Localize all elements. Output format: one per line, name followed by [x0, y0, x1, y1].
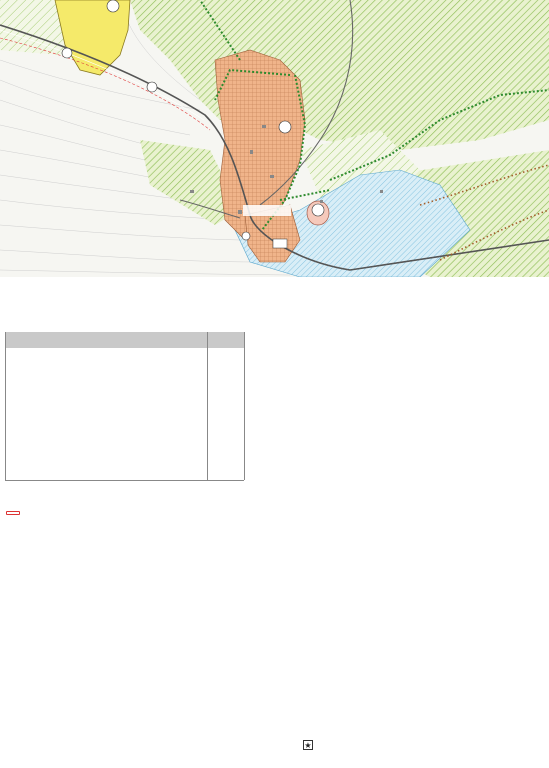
star-icon: ★ — [304, 741, 312, 750]
confine-swatch — [6, 511, 20, 515]
legenda-header — [5, 332, 244, 348]
zoning-map — [0, 0, 549, 277]
